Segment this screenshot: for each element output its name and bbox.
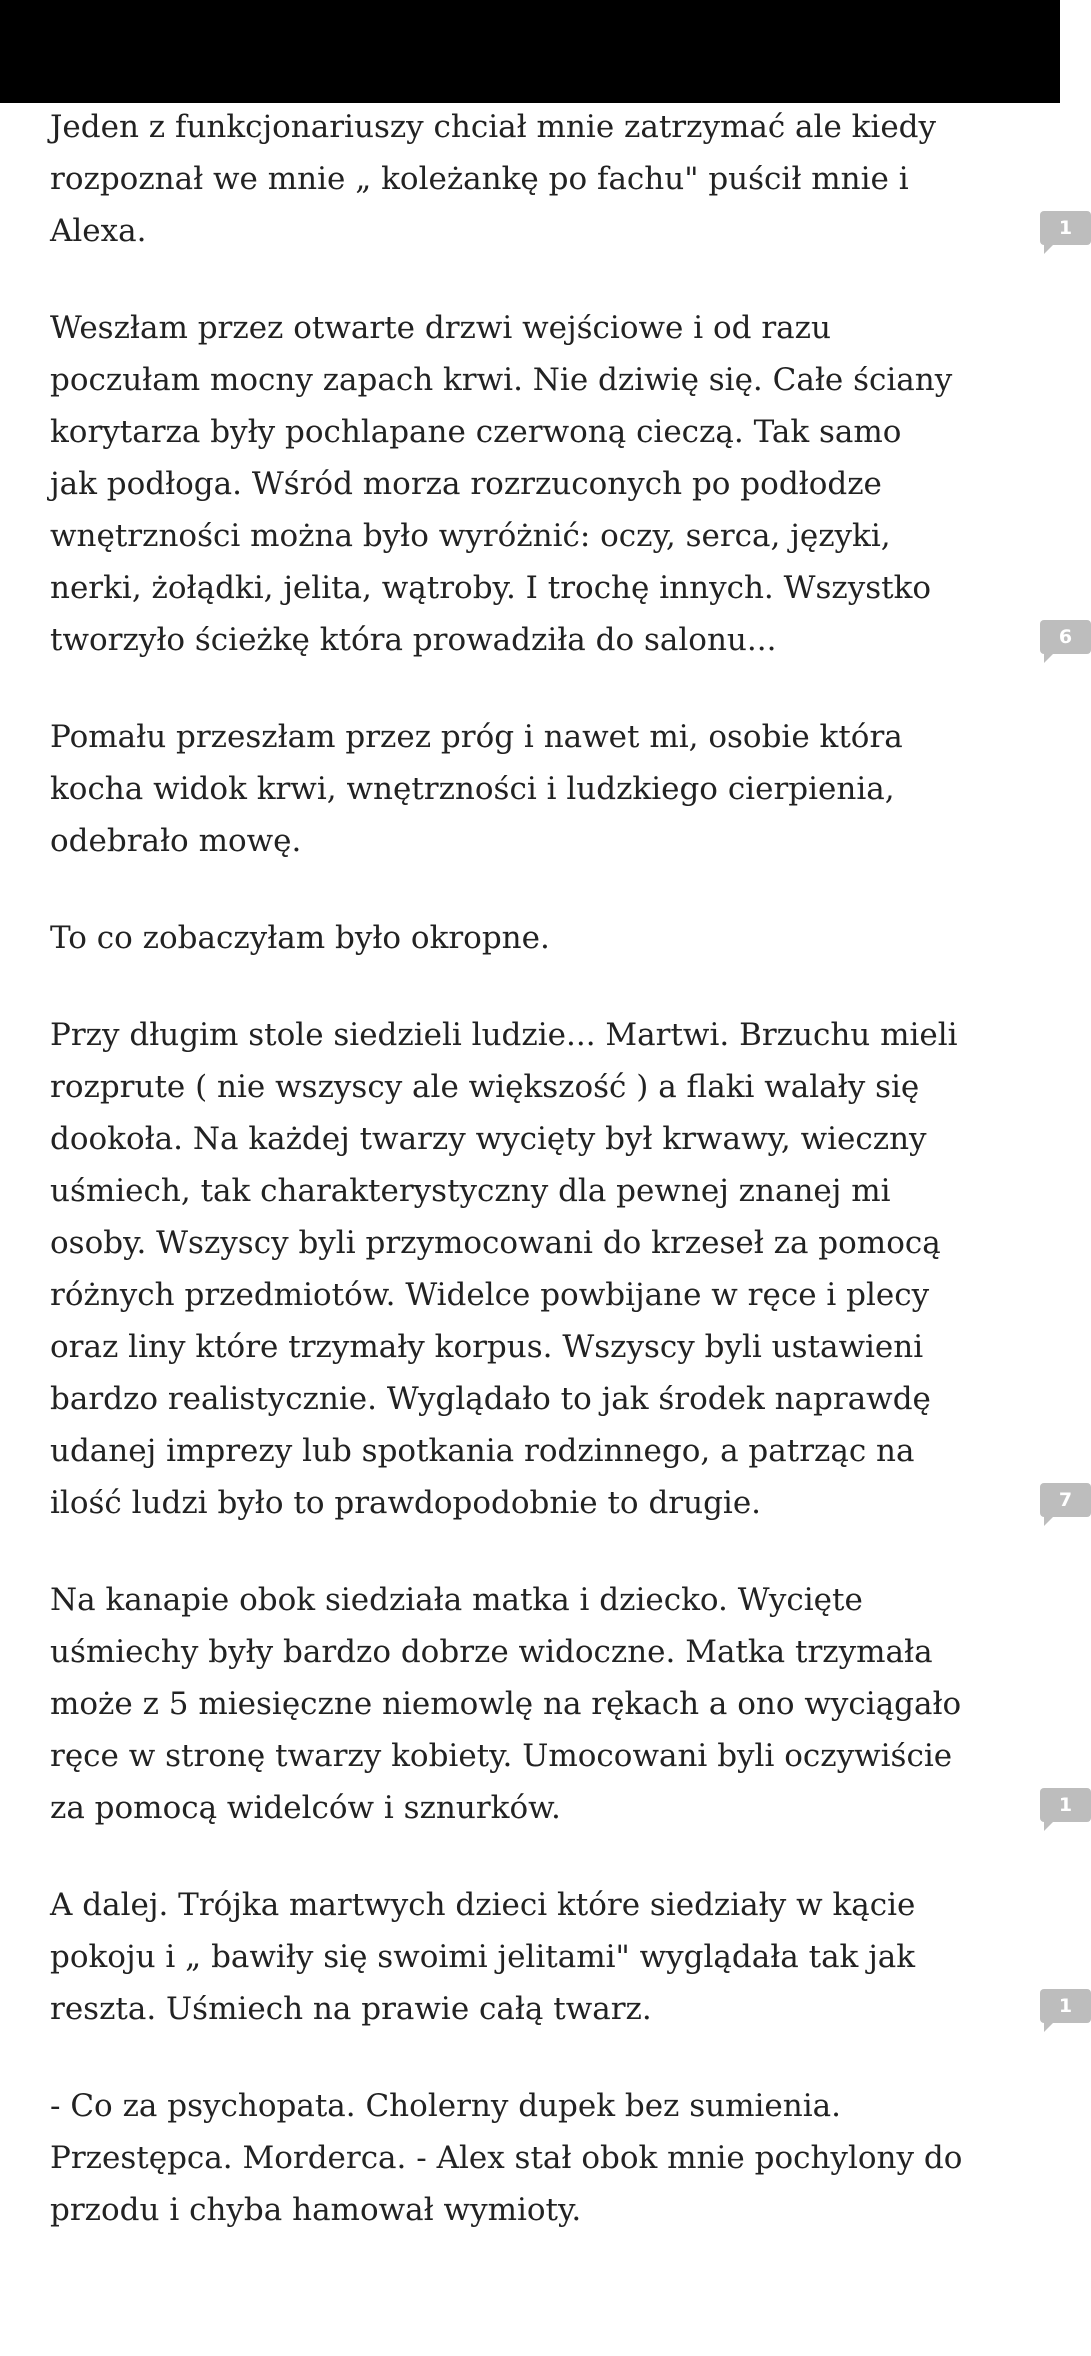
comment-count: 7 (1058, 1489, 1073, 1511)
inline-comment-badge[interactable] (1040, 1483, 1091, 1517)
paragraph (50, 1009, 1073, 1529)
story-text (50, 101, 1073, 2281)
paragraph (50, 2080, 990, 2236)
paragraph (50, 1574, 1073, 1834)
paragraph-text: Jeden z funkcjonariuszy chciał mnie zatrzymać ale kiedy rozpoznał we mnie „ koleżankę po fachu" puścił mnie i Alexa. (50, 109, 937, 249)
paragraph-text: Weszłam przez otwarte drzwi wejściowe i od razu poczułam mocny zapach krwi. Nie dziwię się. Całe ściany korytarza były pochlapane czerwoną cieczą. Tak samo jak podłoga. Wśród morza rozrzuconych po podłodze wnętrzności można było wyróżnić: oczy, serca, języki, nerki, żołądki, jelita, wątroby. I trochę innych. Wszystko tworzyło ścieżkę która prowadziła do salonu... (50, 310, 953, 658)
comment-count: 1 (1058, 1995, 1073, 2017)
paragraph (50, 302, 1073, 666)
paragraph-text: To co zobaczyłam było okropne. (50, 920, 550, 956)
paragraph-text: Pomału przeszłam przez próg i nawet mi, osobie która kocha widok krwi, wnętrzności i ludzkiego cierpienia, odebrało mowę. (50, 719, 903, 859)
inline-comment-badge[interactable] (1040, 211, 1091, 245)
paragraph-text: - Co za psychopata. Cholerny dupek bez sumienia. Przestępca. Morderca. - Alex stał obok mnie pochylony do przodu i chyba hamował wymioty. (50, 2088, 963, 2228)
paragraph (50, 912, 990, 964)
paragraph-text: Przy długim stole siedzieli ludzie... Martwi. Brzuchu mieli rozprute ( nie wszyscy ale większość ) a flaki walały się dookoła. Na każdej twarzy wycięty był krwawy, wieczny uśmiech, tak charakterystyczny dla pewnej znanej mi osoby. Wszyscy byli przymocowani do krzeseł za pomocą różnych przedmiotów. Widelce powbijane w ręce i plecy oraz liny które trzymały korpus. Wszyscy byli ustawieni bardzo realistycznie. Wyglądało to jak środek naprawdę udanej imprezy lub spotkania rodzinnego, a patrząc na ilość ludzi było to prawdopodobnie to drugie. (50, 1017, 958, 1521)
paragraph-text: A dalej. Trójka martwych dzieci które siedziały w kącie pokoju i „ bawiły się swoimi jelitami" wyglądała tak jak reszta. Uśmiech na prawie całą twarz. (50, 1887, 916, 2027)
comment-count: 1 (1058, 1794, 1073, 1816)
status-bar (0, 0, 1060, 103)
comment-count: 1 (1058, 217, 1073, 239)
inline-comment-badge[interactable] (1040, 1989, 1091, 2023)
paragraph (50, 101, 1073, 257)
paragraph (50, 1879, 1073, 2035)
paragraph-text: Na kanapie obok siedziała matka i dziecko. Wycięte uśmiechy były bardzo dobrze widoczne. Matka trzymała może z 5 miesięczne niemowlę na rękach a ono wyciągało ręce w stronę twarzy kobiety. Umocowani byli oczywiście za pomocą widelców i sznurków. (50, 1582, 962, 1826)
inline-comment-badge[interactable] (1040, 620, 1091, 654)
paragraph (50, 711, 990, 867)
inline-comment-badge[interactable] (1040, 1788, 1091, 1822)
comment-count: 6 (1058, 626, 1073, 648)
